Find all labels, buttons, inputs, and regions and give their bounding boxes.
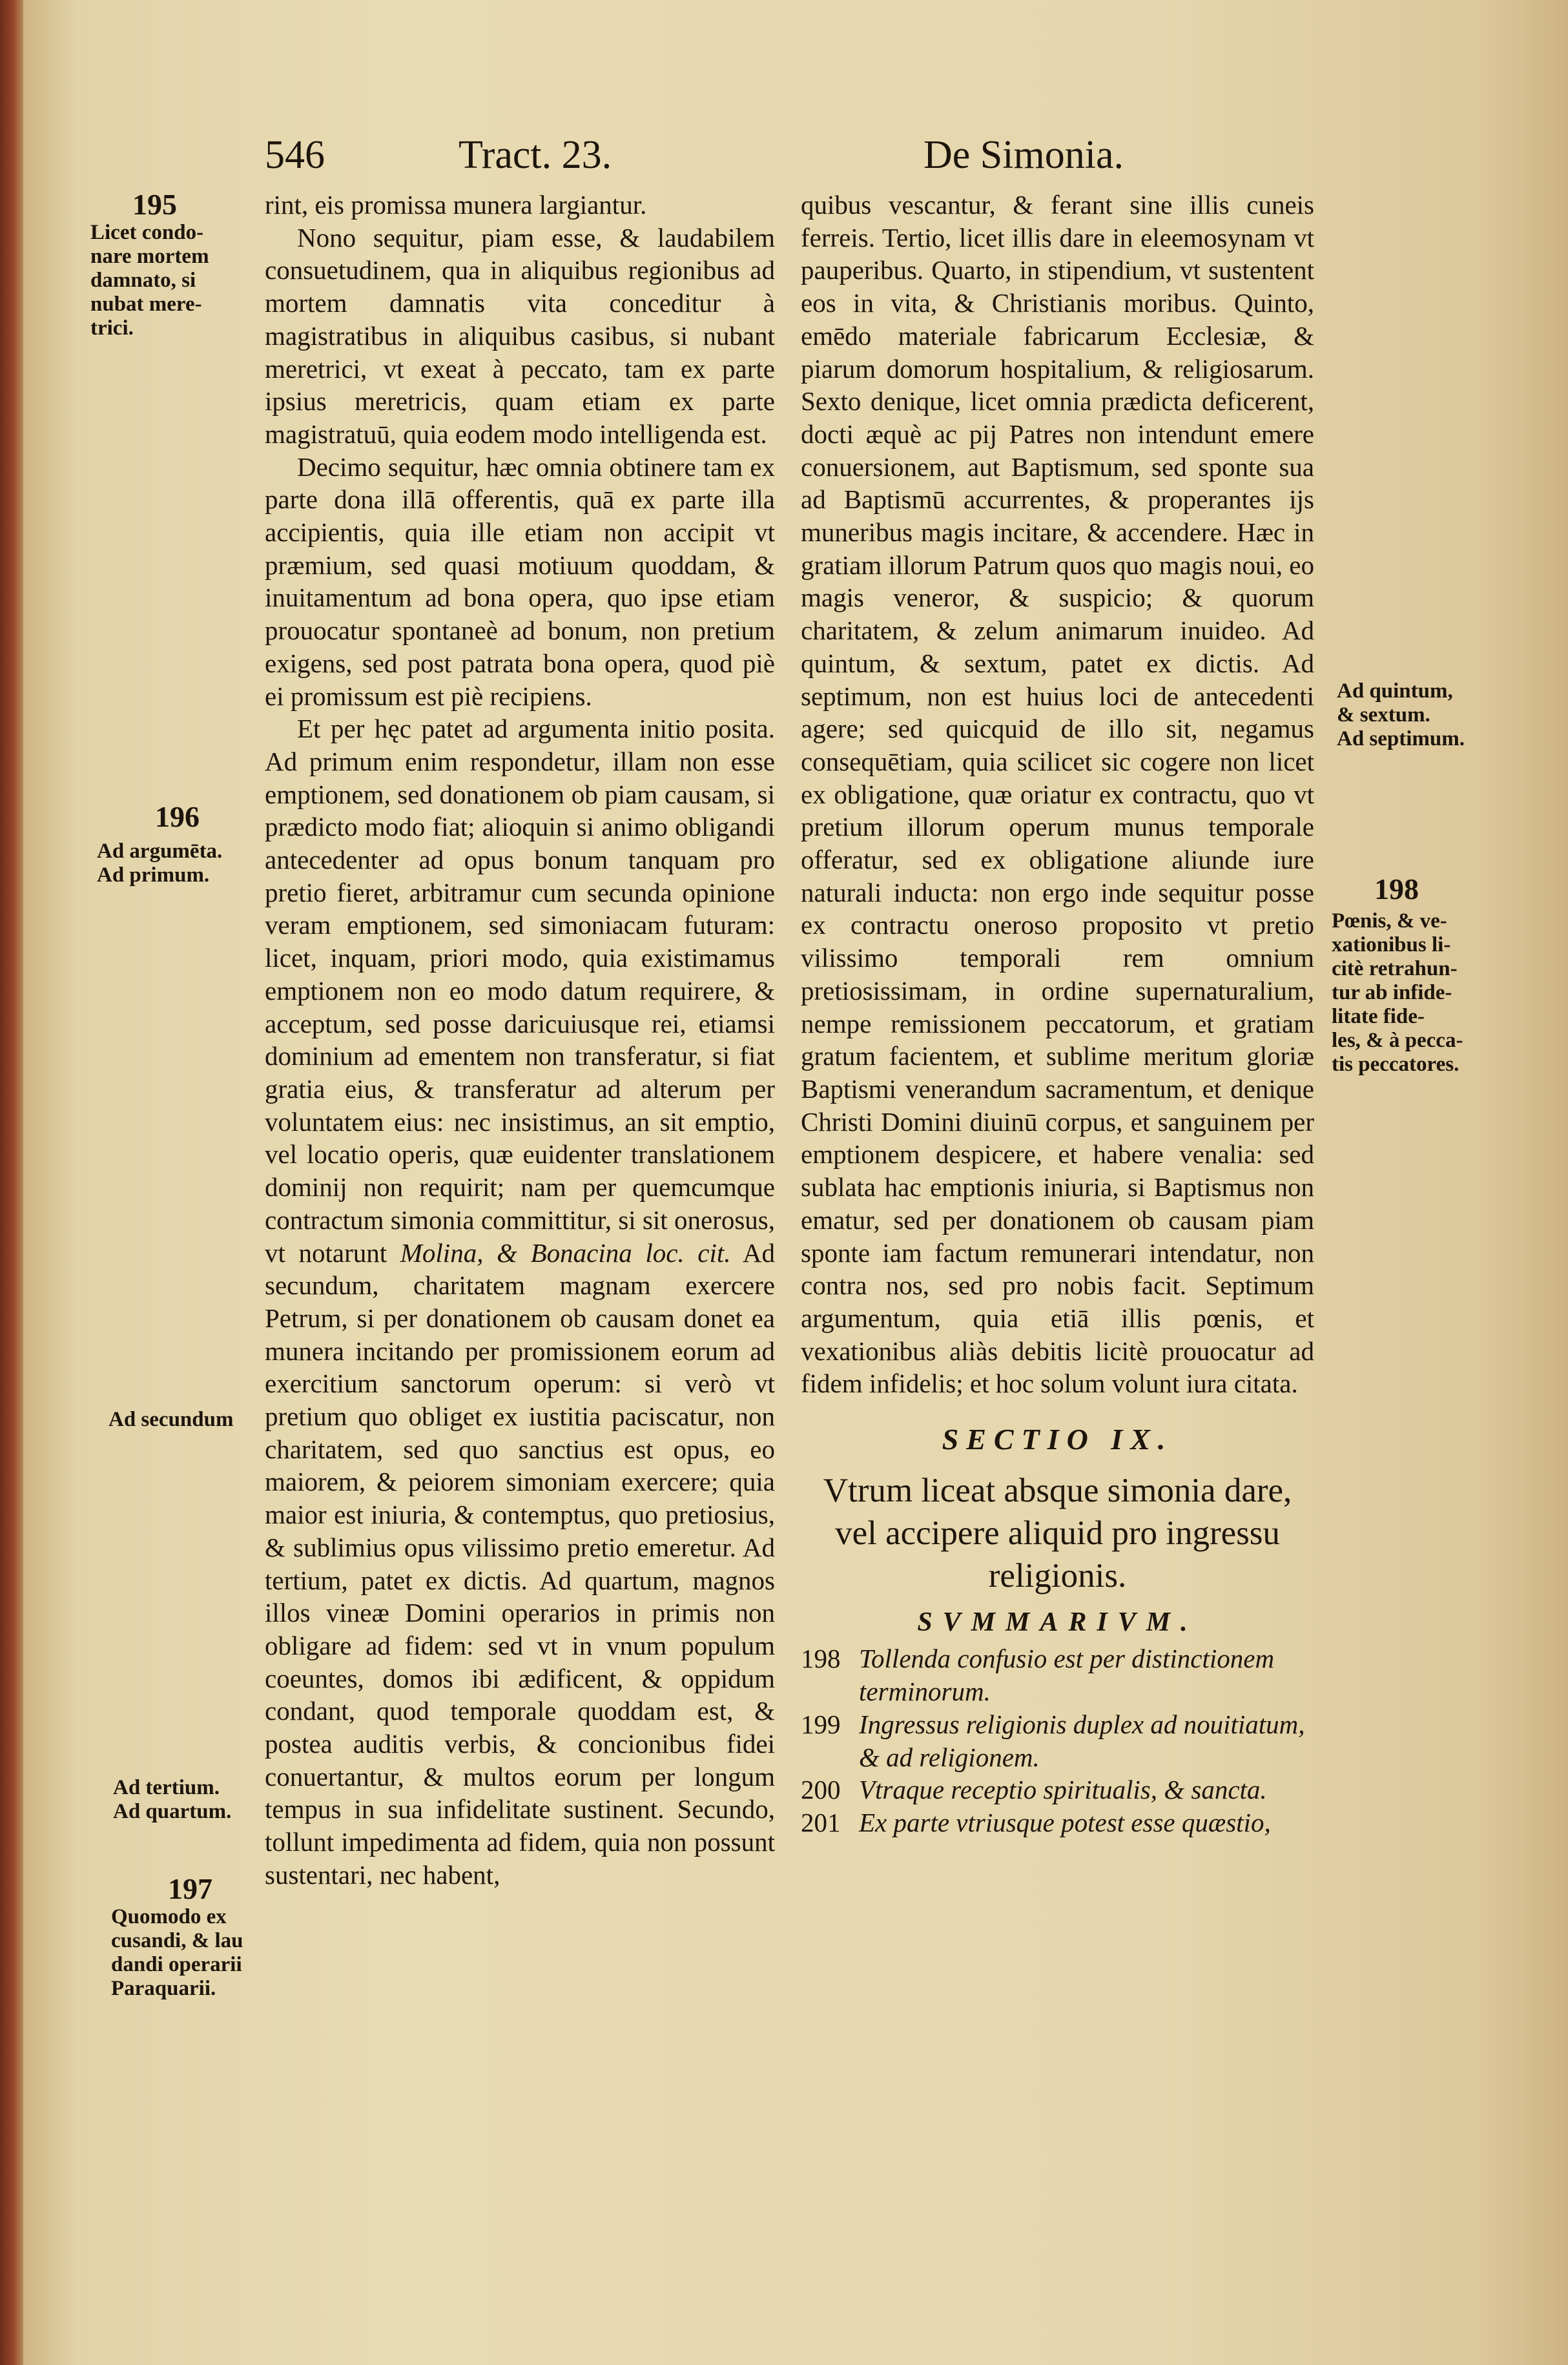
summary-number: 199: [801, 1709, 841, 1739]
paragraph: quibus vescantur, & ferant sine illis cuneis ferreis. Tertio, licet illis dare in eleemosynam vt pauperibus. Quarto, in stipendium, vt sustentent eos in vita, & Christianis moribus. Quinto, emēdo materiale fabricarum Ecclesiæ, & piarum domorum hospitalium, & religiosarum. Sexto denique, licet omnia prædicta deficerent, docti æquè ac pij Patres non intendunt emere conuersionem, aut Baptismum, sed sponte sua ad Baptismū accurrentes, & properantes ijs muneribus magis incitare, & accendere. Hæc in gratiam illorum Patrum quos quo magis noui, eo magis veneror, & suspicio; & quorum charitatem, & zelum animarum inuideo. Ad quintum, & sextum, patet ex dictis. Ad septimum, non est huius loci de antecedenti agere; sed quicquid de illo sit, negamus consequētiam, quia scilicet sic cogere non licet ex obligatione, quæ oriatur ex contractu, quo vt pretium illorum operum munus temporale offeratur, sed ex obligatione aliunde iure naturali inducta: non ergo inde sequitur posse ex contractu oneroso proposito vt pretio vilissimo temporali rem omnium pretiosissimam, in ordine supernaturalium, nempe remissionem peccatorum, et gratiam gratum facientem, et sublime meritum gloriæ Baptismi venerandum sacramentum, et denique Christi Domini diuinū corpus, et sanguinem per emptionem despicere, et habere venalia: sed sublata hac emptionis iniuria, si Baptismus non ematur, sed per donationem ob causam piam sponte iam factum remunerari intendatur, non contra nos, sed pro nobis facit. Septimum argumentum, quia etiā illis pœnis, et vexationibus aliàs debitis licitè prouocatur ad fidem infidelis; et hoc solum volunt iura citata.: [801, 190, 1314, 1399]
summary-number: 200: [801, 1775, 841, 1805]
paragraph: Nono sequitur, piam esse, & laudabilem consuetudinem, qua in aliquibus regionibus ad mortem damnatis vita conceditur à magistratibus in aliquibus casibus, si nubant meretrici, vt exeat à peccato, tam ex parte ipsius meretricis, quam etiam ex parte magistratuū, quia eodem modo intelligenda est.: [265, 222, 775, 449]
section-question: Vtrum liceat absque simonia dare, vel accipere aliquid pro ingressu religionis.: [823, 1471, 1292, 1595]
paragraph: rint, eis promissa munera largiantur.: [265, 190, 647, 220]
summary-text: Ex parte vtriusque potest esse quæstio,: [859, 1807, 1271, 1837]
paragraph-text: Ad secundum, charitatem magnam exercere Petrum, si per donationem ob causam donet ea munera incitando per promissionem eorum ad exercitium sanctorum operum: si verò vt pretium quo obliget ex iustitia paciscatur, non charitatem, sed quo sanctius est opus, eo maiorem, & peiorem simoniam exercere; quia maior est iniuria, & contemptus, quo pretiosius, & sublimius opus vilissimo pretio emeretur. Ad tertium, patet ex dictis. Ad quartum, magnos illos vineæ Domini operarios in primis non obligare ad fidem: sed vt in vnum populum coeuntes, domos ibi ædificent, & oppidum condant, quod temporale quoddam est, & postea auditis verbis, & concionibus fidei conuertantur, & multos eorum per longum tempus in sua infidelitate sustinent. Secundo, tollunt impedimenta ad fidem, quia non possunt sustentari, nec habent,: [265, 1237, 775, 1890]
margin-note-secundum: Ad secundum: [108, 1408, 234, 1431]
margin-note-tertium: Ad tertium. Ad quartum.: [113, 1776, 232, 1823]
summary-number: 201: [801, 1807, 841, 1837]
summary-item: [801, 1642, 1314, 1708]
tract-heading: Tract. 23.: [459, 133, 612, 177]
summary-text: Vtraque receptio spiritualis, & sancta.: [859, 1775, 1267, 1805]
book-spine-edge: [0, 0, 23, 2365]
summary-text: Ingressus religionis duplex ad nouitiatum, & ad religionem.: [859, 1709, 1305, 1772]
margin-number-196: 196: [155, 800, 200, 833]
summary-heading: SVMMARIVM.: [917, 1607, 1198, 1637]
summary-item: [801, 1708, 1314, 1773]
margin-note-196: Ad argumēta. Ad primum.: [97, 840, 223, 887]
margin-number-195: 195: [132, 188, 177, 221]
paragraph: Decimo sequitur, hæc omnia obtinere tam ex parte dona illā offerentis, quā ex parte illa accipientis, quia ille etiam non accipit vt præmium, sed quasi motiuum quoddam, & inuitamentum ad bona opera, quo ipse etiam prouocatur spontaneè ad bonum, non pretium exigens, sed post patrata bona opera, quod piè ei promissum est piè recipiens.: [265, 451, 775, 711]
section-heading: SECTIO IX.: [942, 1423, 1173, 1456]
page-number: 546: [265, 133, 325, 177]
running-header: [265, 129, 1169, 187]
margin-note-195: Licet condo- nare mortem damnato, si nubat mere- trici.: [90, 221, 209, 340]
margin-number-197: 197: [168, 1872, 212, 1905]
summary-item: [801, 1773, 1314, 1806]
right-text-column: [801, 189, 1314, 1839]
left-text-column: [265, 189, 775, 1892]
summary-number: 198: [801, 1644, 841, 1674]
margin-note-197: Quomodo ex cusandi, & lau dandi operarii Paraquarii.: [111, 1905, 243, 2000]
margin-number-198: 198: [1374, 873, 1419, 905]
summary-text: Tollenda confusio est per distinctionem terminorum.: [859, 1644, 1275, 1707]
running-title: De Simonia.: [923, 133, 1124, 177]
margin-note-quintum: Ad quintum, & sextum. Ad septimum.: [1337, 679, 1465, 750]
citation: Molina, & Bonacina loc. cit.: [400, 1237, 731, 1268]
paragraph-text: Et per hęc patet ad argumenta initio posita. Ad primum enim respondetur, illam non esse emptionem, sed donationem ob piam causam, si prædicto modo fiat; alioquin si animo obligandi antecedenter ad opus bonum tanquam pro pretio fieret, arbitramur cum secunda opinione veram emptionem, sed simoniacam futuram: licet, inquam, priori modo, quia existimamus emptionem non eo modo datum requirere, & acceptum, sed posse daricuiusque rei, etiamsi dominium ad ementem non transferatur, si fiat gratia eius, & transferatur ad alterum per voluntatem eius: nec insistimus, an sit emptio, vel locatio operis, quæ euidenter translationem dominij non requirit; nam per quemcumque contractum simonia committitur, si sit onerosus, vt notarunt: [265, 714, 775, 1268]
paragraph: [265, 712, 775, 1891]
margin-note-198: Pœnis, & ve- xationibus li- citè retrahun- tur ab infide- litate fide- les, & à pecca- tis peccatores.: [1332, 909, 1463, 1076]
summary-item: [801, 1806, 1314, 1839]
